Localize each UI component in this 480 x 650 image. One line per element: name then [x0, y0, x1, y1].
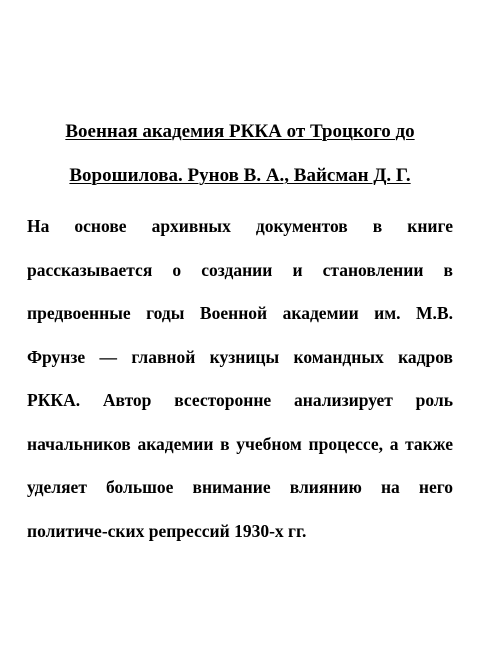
document-title: Военная академия РККА от Троцкого до Ворошилова. Рунов В. А., Вайсман Д. Г. — [65, 121, 415, 186]
document-abstract: На основе архивных документов в книге рассказывается о создании и становлении в предвоенные годы Военной академии им. М.В. Фрунзе — главной кузницы командных кадров РККА. Автор всесторонне анализирует роль начальников академии в учебном процессе, а также уделяет большое внимание влиянию на него политиче-ских репрессий 1930-х гг. — [27, 216, 453, 541]
